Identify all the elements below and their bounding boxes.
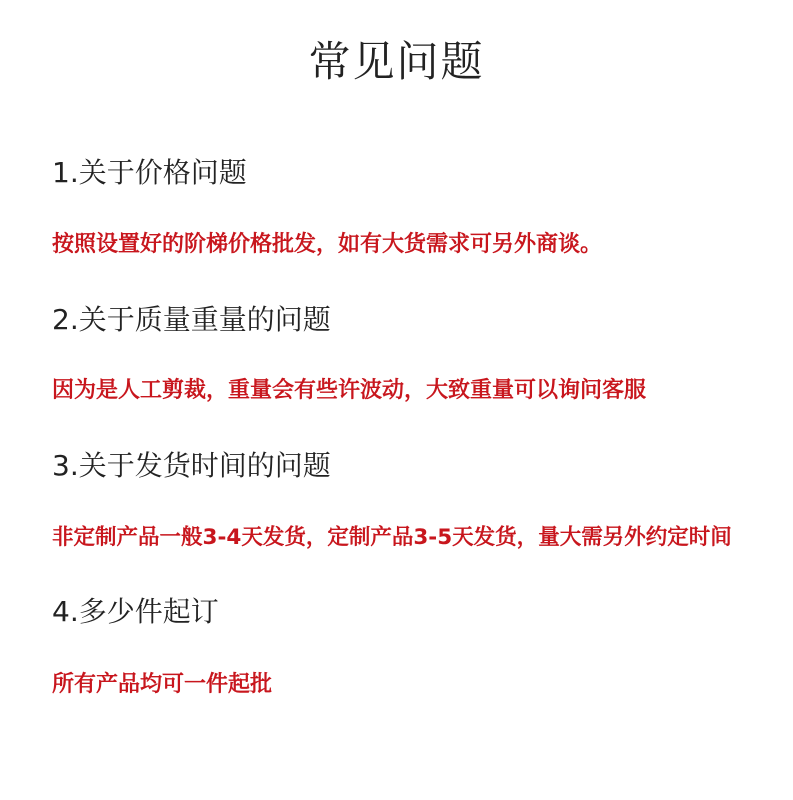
faq-question-4: 4.多少件起订 xyxy=(52,595,219,628)
faq-question-2: 2.关于质量重量的问题 xyxy=(52,303,331,336)
faq-answer-1: 按照设置好的阶梯价格批发，如有大货需求可另外商谈。 xyxy=(52,232,603,257)
faq-answer-3: 非定制产品一般3-4天发货，定制产品3-5天发货，量大需另外约定时间 xyxy=(52,525,732,550)
page-title: 常见问题 xyxy=(308,37,485,86)
faq-question-3: 3.关于发货时间的问题 xyxy=(52,449,331,482)
faq-question-1: 1.关于价格问题 xyxy=(52,156,247,189)
faq-answer-2: 因为是人工剪裁，重量会有些许波动，大致重量可以询问客服 xyxy=(52,378,647,403)
faq-answer-4: 所有产品均可一件起批 xyxy=(52,672,273,697)
